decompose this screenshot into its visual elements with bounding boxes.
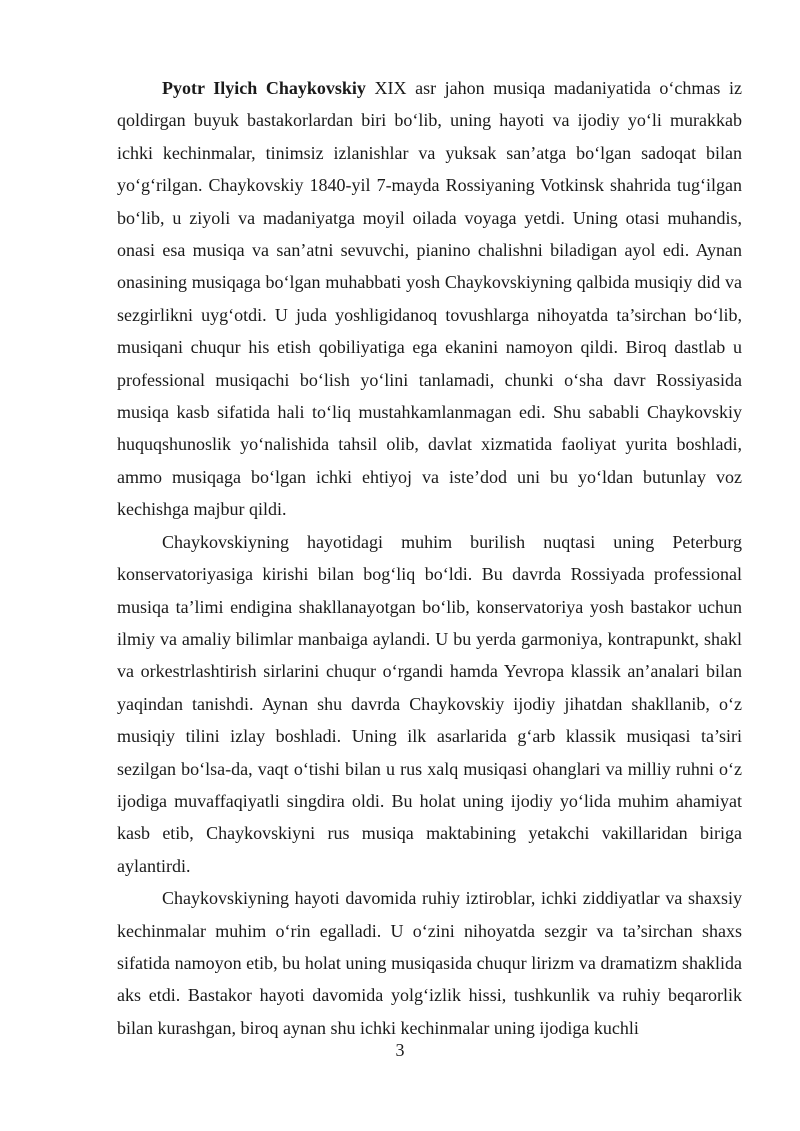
paragraph-3: Chaykovskiyning hayoti davomida ruhiy iztiroblar, ichki ziddiyatlar va shaxsiy kechinmalar muhim o‘rin egalladi. U o‘zini nihoyatda sezgir va ta’sirchan shaxs sifatida namoyon etib, bu holat uning musiqasida chuqur lirizm va dramatizm shaklida aks etdi. Bastakor hayoti davomida yolg‘izlik hissi, tushkunlik va ruhiy beqarorlik bilan kurashgan, biroq aynan shu ichki kechinmalar uning ijodiga kuchli [117, 888, 742, 1038]
document-body [117, 72, 742, 1044]
page-number: 3 [395, 1040, 405, 1060]
paragraph-1-lead: Pyotr Ilyich Chaykovskiy [162, 78, 366, 98]
paragraph-1-text: XIX asr jahon musiqa madaniyatida o‘chmas iz qoldirgan buyuk bastakorlardan biri bo‘lib, uning hayoti va ijodiy yo‘li murakkab ichki kechinmalar, tinimsiz izlanishlar va yuksak san’atga bo‘lgan sadoqat bilan yo‘g‘rilgan. Chaykovskiy 1840-yil 7-mayda Rossiyaning Votkinsk shahrida tug‘ilgan bo‘lib, u ziyoli va madaniyatga moyil oilada voyaga yetdi. Uning otasi muhandis, onasi esa musiqa va san’atni sevuvchi, pianino chalishni biladigan ayol edi. Aynan onasining musiqaga bo‘lgan muhabbati yosh Chaykovskiyning qalbida musiqiy did va sezgirlikni uyg‘otdi. U juda yoshligidanoq tovushlarga nihoyatda ta’sirchan bo‘lib, musiqani chuqur his etish qobiliyatiga ega ekanini namoyon qildi. Biroq dastlab u professional musiqachi bo‘lish yo‘lini tanlamadi, chunki o‘sha davr Rossiyasida musiqa kasb sifatida hali to‘liq mustahkamlanmagan edi. Shu sababli Chaykovskiy huquqshunoslik yo‘nalishida tahsil olib, davlat xizmatida faoliyat yurita boshladi, ammo musiqaga bo‘lgan ichki ehtiyoj va iste’dod uni bu yo‘ldan butunlay voz kechishga majbur qildi. [117, 78, 742, 520]
paragraph-2: Chaykovskiyning hayotidagi muhim burilish nuqtasi uning Peterburg konservatoriyasiga kirishi bilan bog‘liq bo‘ldi. Bu davrda Rossiyada professional musiqa ta’limi endigina shakllanayotgan bo‘lib, konservatoriya yosh bastakor uchun ilmiy va amaliy bilimlar manbaiga aylandi. U bu yerda garmoniya, kontrapunkt, shakl va orkestrlashtirish sirlarini chuqur o‘rgandi hamda Yevropa klassik an’analari bilan yaqindan tanishdi. Aynan shu davrda Chaykovskiy ijodiy jihatdan shakllanib, o‘z musiqiy tilini izlay boshladi. Uning ilk asarlarida g‘arb klassik musiqasi ta’siri sezilgan bo‘lsa-da, vaqt o‘tishi bilan u rus xalq musiqasi ohanglari va milliy ruhni o‘z ijodiga muvaffaqiyatli singdira oldi. Bu holat uning ijodiy yo‘lida muhim ahamiyat kasb etib, Chaykovskiyni rus musiqa maktabining yetakchi vakillaridan biriga aylantirdi. [117, 531, 742, 876]
paragraph-1 [117, 72, 742, 526]
